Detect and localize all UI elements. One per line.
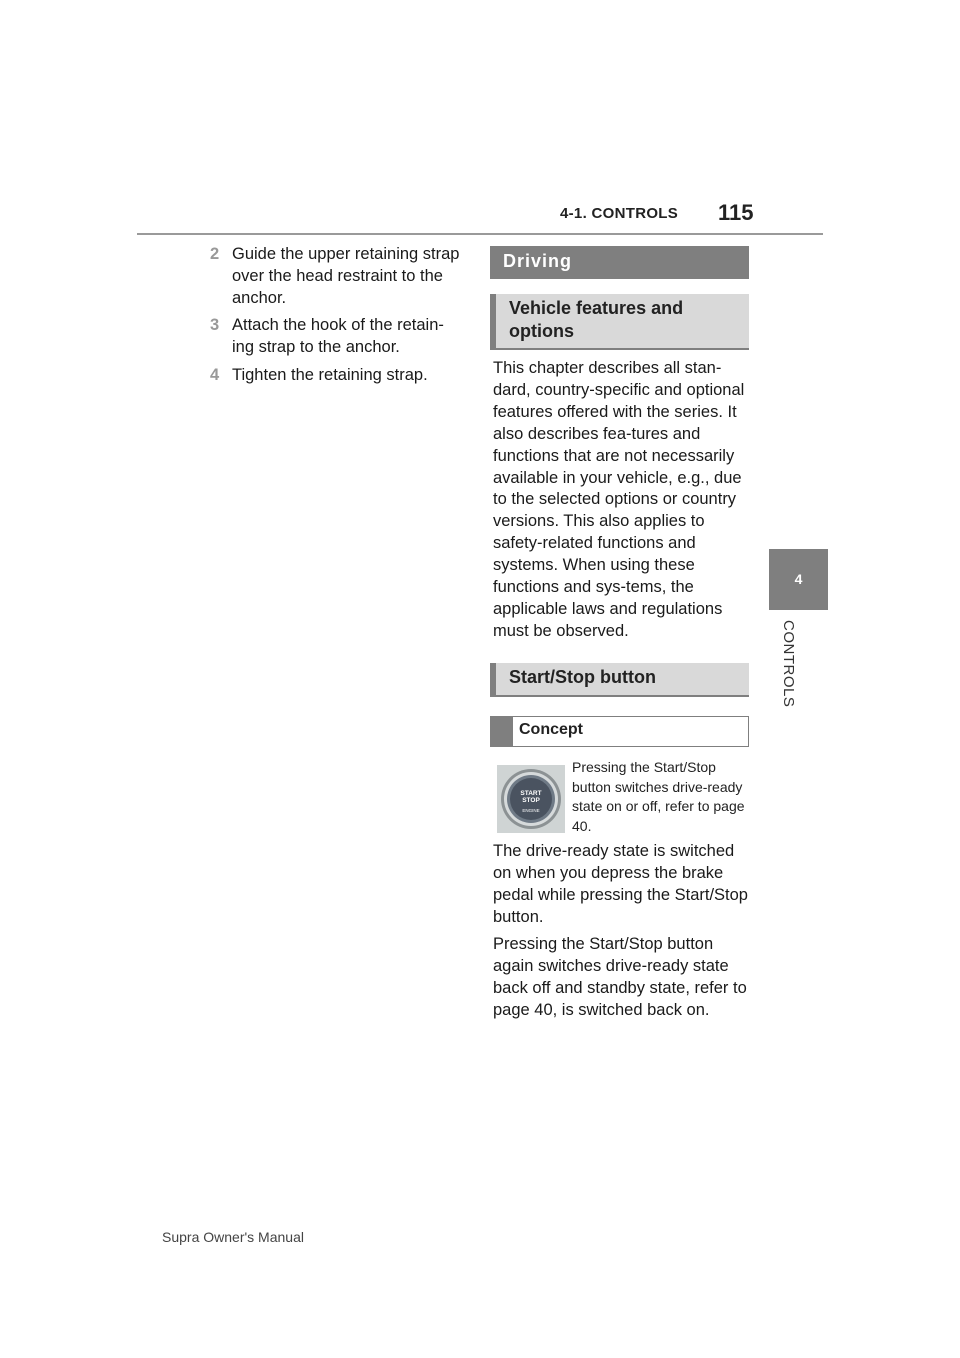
start-stop-paragraph-2: Pressing the Start/Stop button again switches drive-ready state back off and standby state, refer to page 40, is switched back on. [493,935,747,1019]
step-number: 2 [210,245,220,263]
driving-heading: Driving [490,246,749,279]
page-number: 115 [718,200,754,225]
chapter-tab-number: 4 [794,571,803,587]
step-number: 3 [210,316,220,334]
section-title: 4-1. CONTROLS [560,205,679,222]
start-stop-paragraph-1: The drive-ready state is switched on when you depress the brake pedal while pressing the Start/Stop button. [493,842,748,926]
step-text: Guide the upper retaining strap over the head restraint to the anchor. [232,245,460,307]
step-number: 4 [210,366,220,384]
button-engine-text: ENGINE [522,808,540,813]
button-caption: Pressing the Start/Stop button switches drive-ready state on or off, refer to page 40. [572,759,745,834]
header-divider [137,233,823,235]
start-stop-heading: Start/Stop button [490,663,749,697]
start-stop-button-icon [497,765,565,833]
concept-heading-bar [491,717,513,746]
step-3 [210,314,460,358]
vehicle-features-heading: Vehicle features and options [490,294,749,350]
manual-title-footer: Supra Owner's Manual [162,1229,304,1245]
concept-heading [490,716,749,747]
button-start-text: START [520,790,542,797]
step-2 [210,243,460,309]
button-stop-text: STOP [522,797,540,804]
concept-heading-label: Concept [519,721,583,738]
step-text: Tighten the retaining strap. [232,366,428,384]
start-stop-button-image [497,765,565,833]
chapter-tab-label: CONTROLS [780,620,797,708]
step-text: Attach the hook of the retain-ing strap to the anchor. [232,316,444,356]
driving-body-text: This chapter describes all stan-dard, country-specific and optional features offered with the series. It also describes fea-tures and functions that are not necessarily available in your vehicle, e.g., due to the selected options or country versions. This also applies to safety-related functions and systems. When using these functions and sys-tems, the applicable laws and regulations must be observed. [493,359,745,640]
step-4 [210,364,460,386]
